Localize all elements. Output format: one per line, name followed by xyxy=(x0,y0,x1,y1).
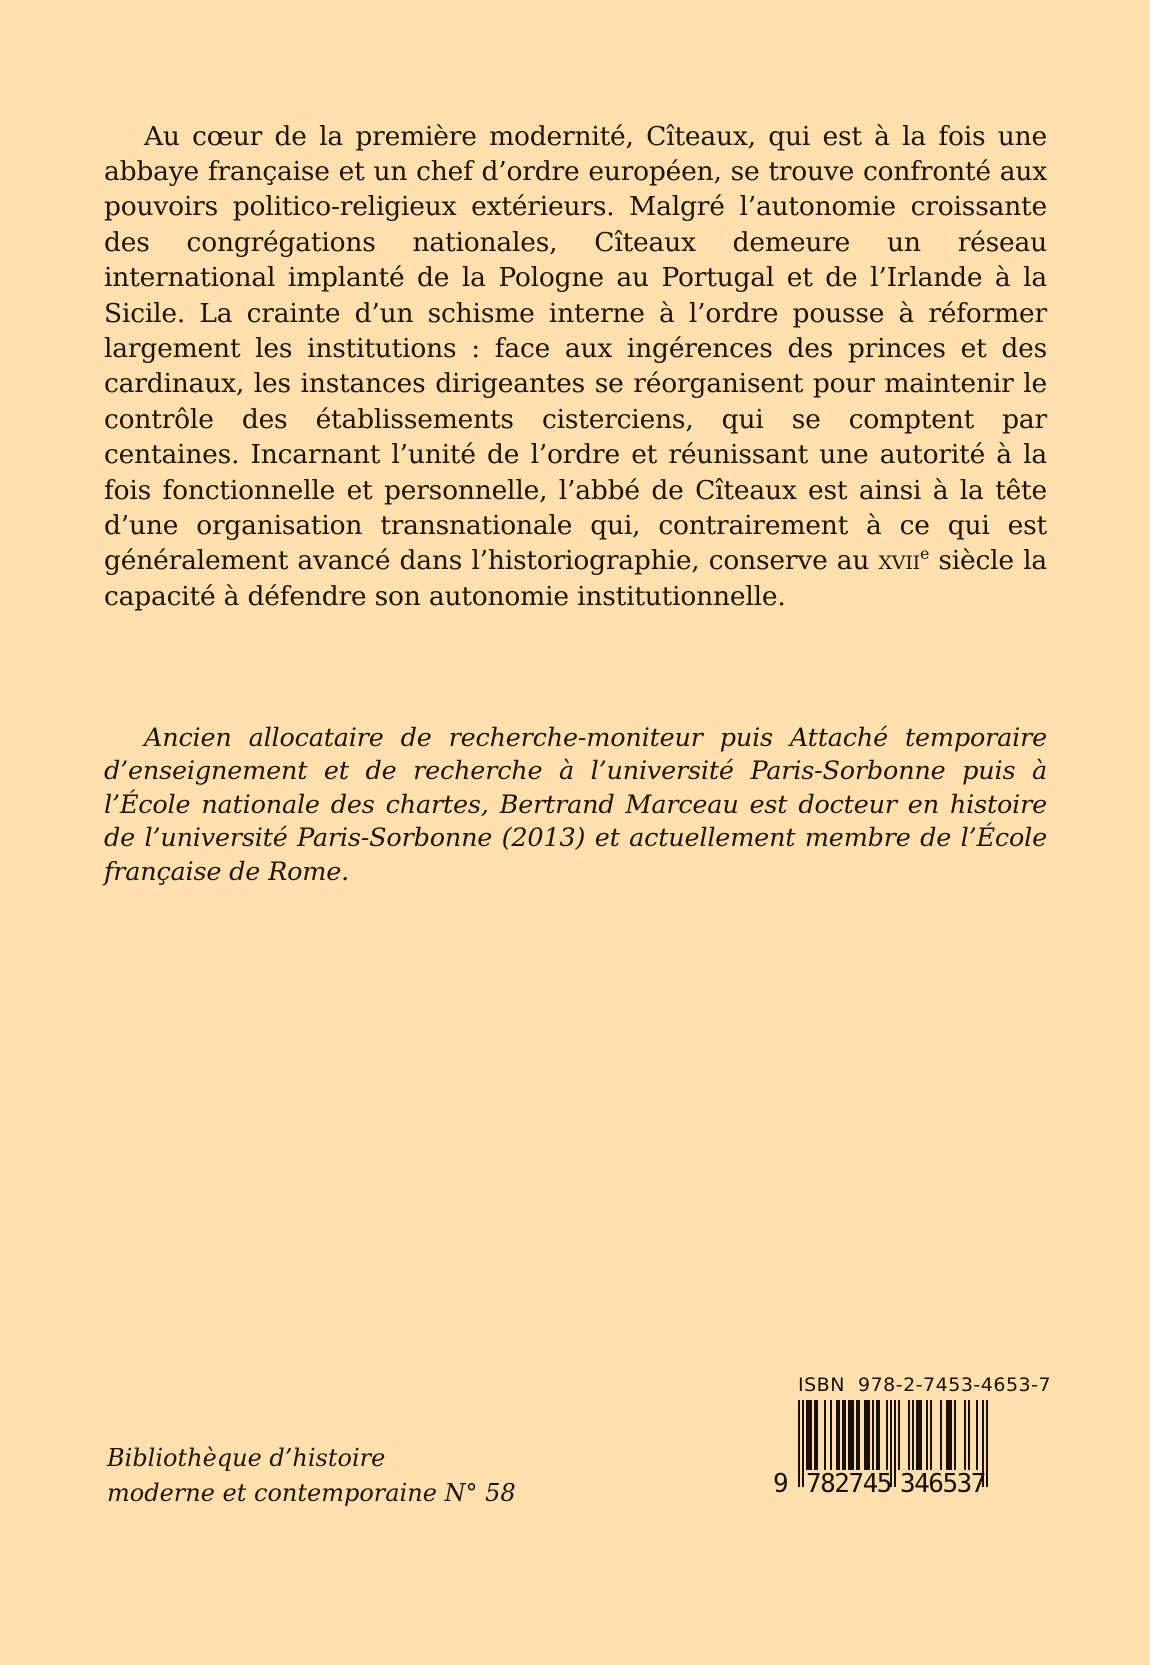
synopsis-text-end: siècle la capacité à défendre son autonomie institutionnelle. xyxy=(104,545,1047,612)
collection-title xyxy=(107,1441,516,1510)
isbn-barcode-block xyxy=(772,1374,1052,1499)
ean-digits-left: 782745 xyxy=(806,1469,891,1499)
synopsis-paragraph xyxy=(104,119,1047,615)
century-roman-numeral: xvii xyxy=(878,545,920,577)
ean-digit-first: 9 xyxy=(773,1469,788,1499)
synopsis-text-start: Au cœur de la première modernité, Cîteaux, qui est à la fois une abbaye française et un chef d’ordre européen, se trouve confronté aux pouvoirs politico-religieux extérieurs. Malgré l’autonomie croissante des congrégations nationales, Cîteaux demeure un réseau international implanté de la Pologne au Portugal et de l’Irlande à la Sicile. La crainte d’un schisme interne à l’ordre pousse à réformer largement les institutions : face aux ingérences des princes et des cardinaux, les instances dirigeantes se réorganisent pour maintenir le contrôle des établissements cisterciens, qui se comptent par centaines. Incarnant l’unité de l’ordre et réunissant une autorité à la fois fonctionnelle et personnelle, l’abbé de Cîteaux est ainsi à la tête d’une organisation transnationale qui, contrairement à ce qui est généralement avancé dans l’historiographie, conserve au xyxy=(104,120,1047,577)
ean-digits-right: 346537 xyxy=(900,1469,985,1499)
ean-barcode xyxy=(773,1400,988,1499)
isbn-label: ISBN 978-2-7453-4653-7 xyxy=(798,1374,1052,1396)
collection-line-1: Bibliothèque d’histoire xyxy=(107,1444,386,1472)
author-bio-paragraph: Ancien allocataire de recherche-moniteur puis Attaché temporaire d’enseignement et de recherche à l’université Paris-Sorbonne puis à l’École nationale des chartes, Bertrand Marceau est docteur en histoire de l’université Paris-Sorbonne (2013) et actuellement membre de l’École française de Rome. xyxy=(104,722,1047,887)
century-superscript: e xyxy=(919,544,930,564)
collection-line-2: moderne et contemporaine N° 58 xyxy=(107,1478,516,1507)
